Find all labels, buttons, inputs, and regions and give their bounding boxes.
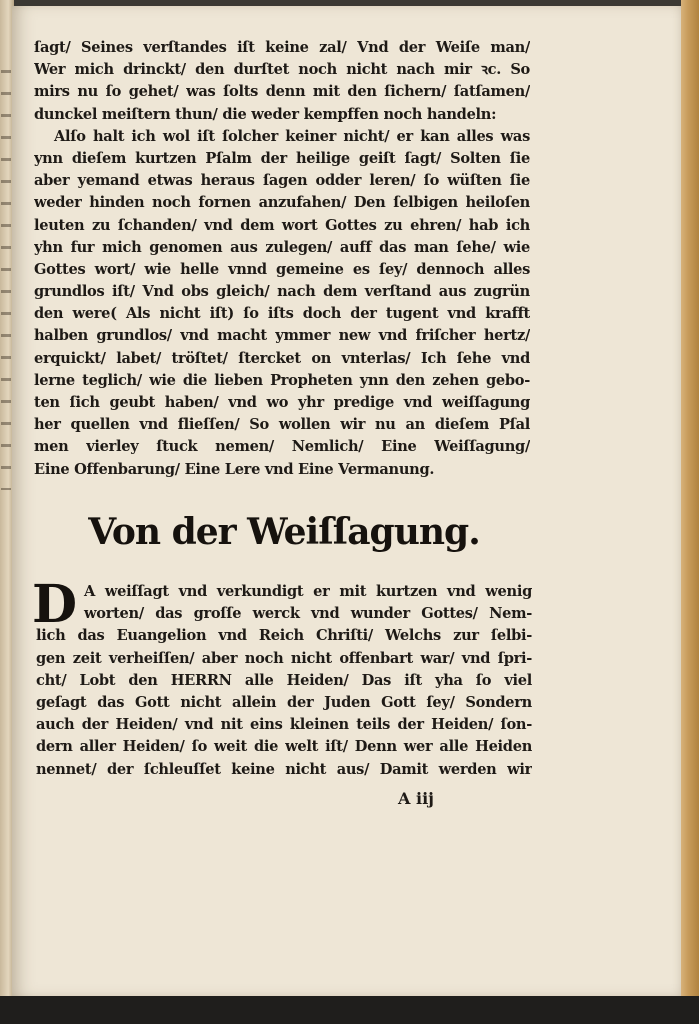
text-line: Gottes wort/ wie helle vnnd gemeine es ſey/ dennoch alles	[34, 260, 530, 278]
text-line: grundlos iſt/ Vnd obs gleich/ nach dem verſtand aus zugrün	[34, 283, 530, 301]
text-line: aber yemand etwas heraus ſagen odder leren/ ſo wüſten ſie	[34, 172, 530, 190]
text-line: ten ſich geubt haben/ vnd wo yhr predige vnd weiſſagung	[34, 394, 530, 411]
text-line: dunckel meiſtern thun/ die weder kempffen noch handeln:	[34, 105, 497, 123]
book-cover-edge	[681, 0, 699, 1000]
text-line: nennet/ der ſchleuſſet keine nicht aus/ Damit werden wir	[36, 760, 532, 778]
facing-page-text-remnant	[1, 70, 11, 490]
text-line: dern aller Heiden/ ſo weit die welt iſt/ Denn wer alle Heiden	[36, 738, 532, 756]
text-line: cht/ Lobt den HERRN alle Heiden/ Das iſt yha ſo viel	[36, 671, 532, 689]
paragraph-1	[34, 37, 530, 481]
text-line: auch der Heiden/ vnd nit eins kleinen teils der Heiden/ ſon-	[36, 716, 532, 734]
text-line: mirs nu ſo gehet/ was ſolts denn mit den ſichern/ ſatſamen/	[34, 83, 530, 101]
text-line: Eine Offenbarung/ Eine Lere vnd Eine Vermanung.	[34, 460, 435, 478]
text-line: halben grundlos/ vnd macht ymmer new vnd friſcher hertz/	[34, 327, 530, 345]
text-line: Wer mich drinckt/ den durſtet noch nicht nach mir ꝛc. So	[34, 61, 530, 79]
text-line: lich das Euangelion vnd Reich Chriſti/ Welchs zur ſelbi-	[36, 627, 532, 645]
text-line: worten/ das groſſe werck vnd wunder Gottes/ Nem-	[84, 605, 532, 623]
text-line: yhn fur mich genomen aus zulegen/ auff das man ſehe/ wie	[34, 238, 530, 256]
drop-capital: D	[32, 574, 78, 635]
text-line: lerne teglich/ wie die lieben Propheten ynn den zehen gebo-	[34, 371, 530, 389]
text-line: men vierley ſtuck nemen/ Nemlich/ Eine Weiſſagung/	[34, 438, 530, 456]
text-line: leuten zu ſchanden/ vnd dem wort Gottes zu ehren/ hab ich	[34, 216, 530, 234]
text-line: Alſo halt ich wol iſt ſolcher keiner nicht/ er kan alles was	[54, 127, 530, 145]
signature-mark: A iij	[398, 789, 434, 808]
text-line: A weiſſagt vnd verkundigt er mit kurtzen vnd wenig	[84, 583, 532, 600]
text-line: erquickt/ labet/ tröſtet/ ſtercket on vnterlas/ Ich ſehe vnd	[34, 349, 530, 367]
text-line: gen zeit verheiſſen/ aber noch nicht offenbart war/ vnd ſpri-	[36, 649, 532, 667]
text-line: her quellen vnd flieſſen/ So wollen wir nu an dieſem Pſal	[34, 416, 530, 434]
paragraph-2	[36, 581, 532, 781]
text-line: ynn dieſem kurtzen Pſalm der heilige geiſt ſagt/ Solten ſie	[34, 149, 530, 167]
text-line: ſagt/ Seines verſtandes iſt keine zal/ Vnd der Weiſe man/	[34, 39, 530, 56]
section-heading: Von der Weiſſagung.	[88, 511, 480, 553]
text-line: geſagt das Gott nicht allein der Juden Gott ſey/ Sondern	[36, 693, 532, 711]
text-line: weder hinden noch fornen anzufahen/ Den ſelbigen heiloſen	[34, 194, 530, 212]
text-line: den were( Als nicht iſt) ſo iſts doch der tugent vnd krafft	[34, 305, 530, 323]
bottom-shadow	[0, 996, 699, 1024]
